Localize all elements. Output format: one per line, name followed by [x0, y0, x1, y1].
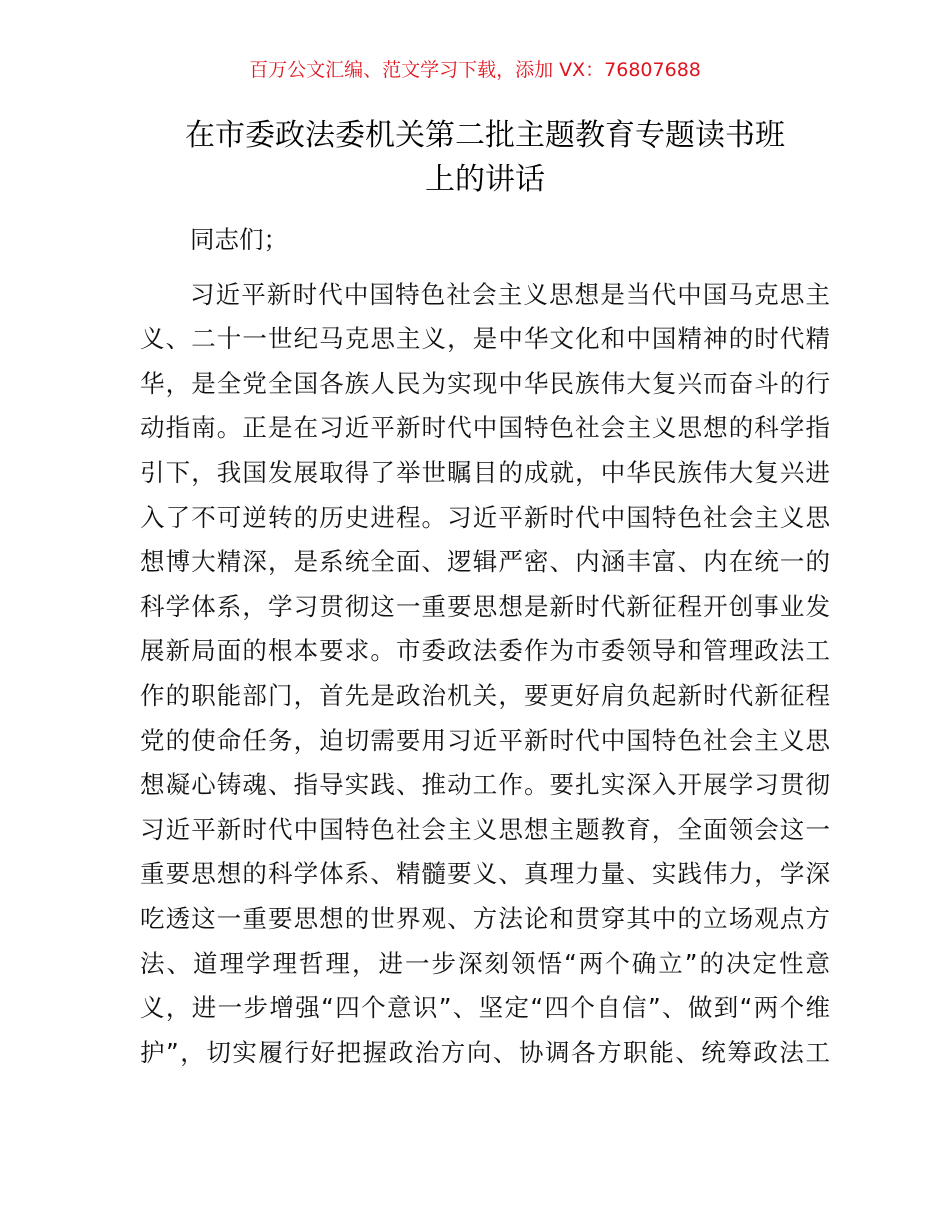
paragraph-line: 习近平新时代中国特色社会主义思想是当代中国马克思主 [190, 279, 830, 309]
paragraph-line: 护”，切实履行好把握政治方向、协调各方职能、统筹政法工 [140, 1037, 830, 1067]
document-body [140, 218, 830, 1075]
paragraph-line: 华，是全党全国各族人民为实现中华民族伟大复兴而奋斗的行 [140, 368, 830, 398]
paragraph-line: 展新局面的根本要求。市委政法委作为市委领导和管理政法工 [140, 636, 830, 666]
paragraph-line: 吃透这一重要思想的世界观、方法论和贯穿其中的立场观点方 [140, 903, 830, 933]
paragraph-line: 作的职能部门，首先是政治机关，要更好肩负起新时代新征程 [140, 680, 830, 710]
paragraph-line: 动指南。正是在习近平新时代中国特色社会主义思想的科学指 [140, 413, 830, 443]
paragraph-line: 法、道理学理哲理，进一步深刻领悟“两个确立”的决定性意 [140, 948, 830, 978]
paragraph-line: 党的使命任务，迫切需要用习近平新时代中国特色社会主义思 [140, 725, 830, 755]
paragraph-line: 科学体系，学习贯彻这一重要思想是新时代新征程开创事业发 [140, 591, 830, 621]
salutation: 同志们； [190, 225, 288, 254]
paragraph-line: 入了不可逆转的历史进程。习近平新时代中国特色社会主义思 [140, 502, 830, 532]
watermark-banner: 百万公文汇编、范文学习下载，添加 VX：76807688 [249, 59, 701, 81]
paragraph-line: 引下，我国发展取得了举世瞩目的成就，中华民族伟大复兴进 [140, 457, 830, 487]
document-title [140, 114, 830, 202]
paragraph-line: 想凝心铸魂、指导实践、推动工作。要扎实深入开展学习贯彻 [140, 770, 830, 800]
paragraph-line: 重要思想的科学体系、精髓要义、真理力量、实践伟力，学深 [140, 859, 830, 889]
paragraph-line: 习近平新时代中国特色社会主义思想主题教育，全面领会这一 [140, 814, 830, 844]
title-line-2: 上的讲话 [425, 162, 545, 197]
paragraph-line: 义、二十一世纪马克思主义，是中华文化和中国精神的时代精 [140, 324, 830, 354]
paragraph-line: 义，进一步增强“四个意识”、坚定“四个自信”、做到“两个维 [140, 993, 830, 1023]
title-line-1: 在市委政法委机关第二批主题教育专题读书班 [185, 118, 785, 153]
paragraph-line: 想博大精深，是系统全面、逻辑严密、内涵丰富、内在统一的 [140, 547, 830, 577]
